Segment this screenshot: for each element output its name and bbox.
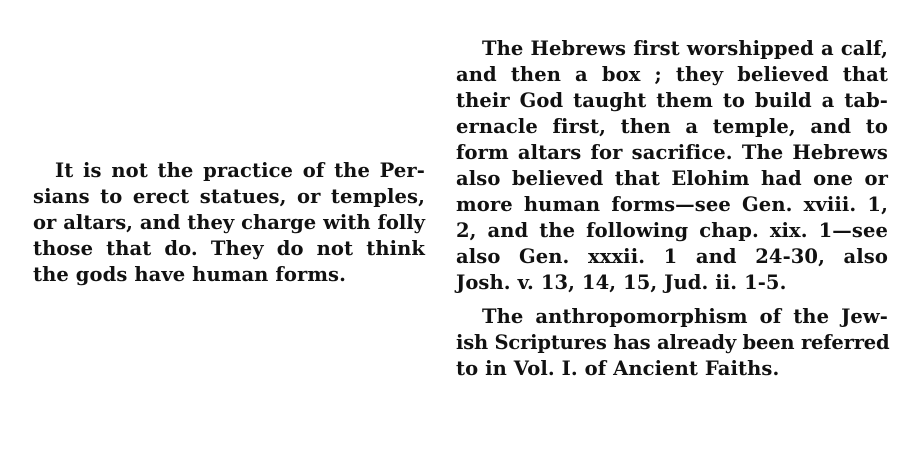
text-line: 2, and the following chap. xix. 1—see xyxy=(456,219,888,242)
text-line: also believed that Elohim had one or xyxy=(456,167,888,190)
right-column-text xyxy=(456,36,888,382)
text-line: the gods have human forms. xyxy=(33,263,347,286)
text-line: ernacle first, then a temple, and to xyxy=(456,115,888,138)
text-line: It is not the practice of the Per- xyxy=(55,159,425,182)
text-line: sians to erect statues, or temples, xyxy=(33,185,425,208)
text-line: to in Vol. I. of Ancient Faiths. xyxy=(456,357,780,380)
left-column-text xyxy=(33,158,425,288)
text-line: ish Scriptures has already been referred xyxy=(456,331,890,354)
text-line: and then a box ; they believed that xyxy=(456,63,888,86)
text-line: Josh. v. 13, 14, 15, Jud. ii. 1-5. xyxy=(456,271,787,294)
text-line: more human forms—see Gen. xviii. 1, xyxy=(456,193,888,216)
text-line: form altars for sacrifice. The Hebrews xyxy=(456,141,888,164)
text-line: The anthropomorphism of the Jew- xyxy=(482,305,888,328)
text-line: The Hebrews first worshipped a calf, xyxy=(482,37,888,60)
text-line: their God taught them to build a tab- xyxy=(456,89,888,112)
paragraph-hebrews-worship xyxy=(456,36,888,296)
paragraph-anthropomorphism xyxy=(456,304,888,382)
text-line: those that do. They do not think xyxy=(33,237,425,260)
text-line: also Gen. xxxii. 1 and 24-30, also xyxy=(456,245,888,268)
text-line: or altars, and they charge with folly xyxy=(33,211,425,234)
